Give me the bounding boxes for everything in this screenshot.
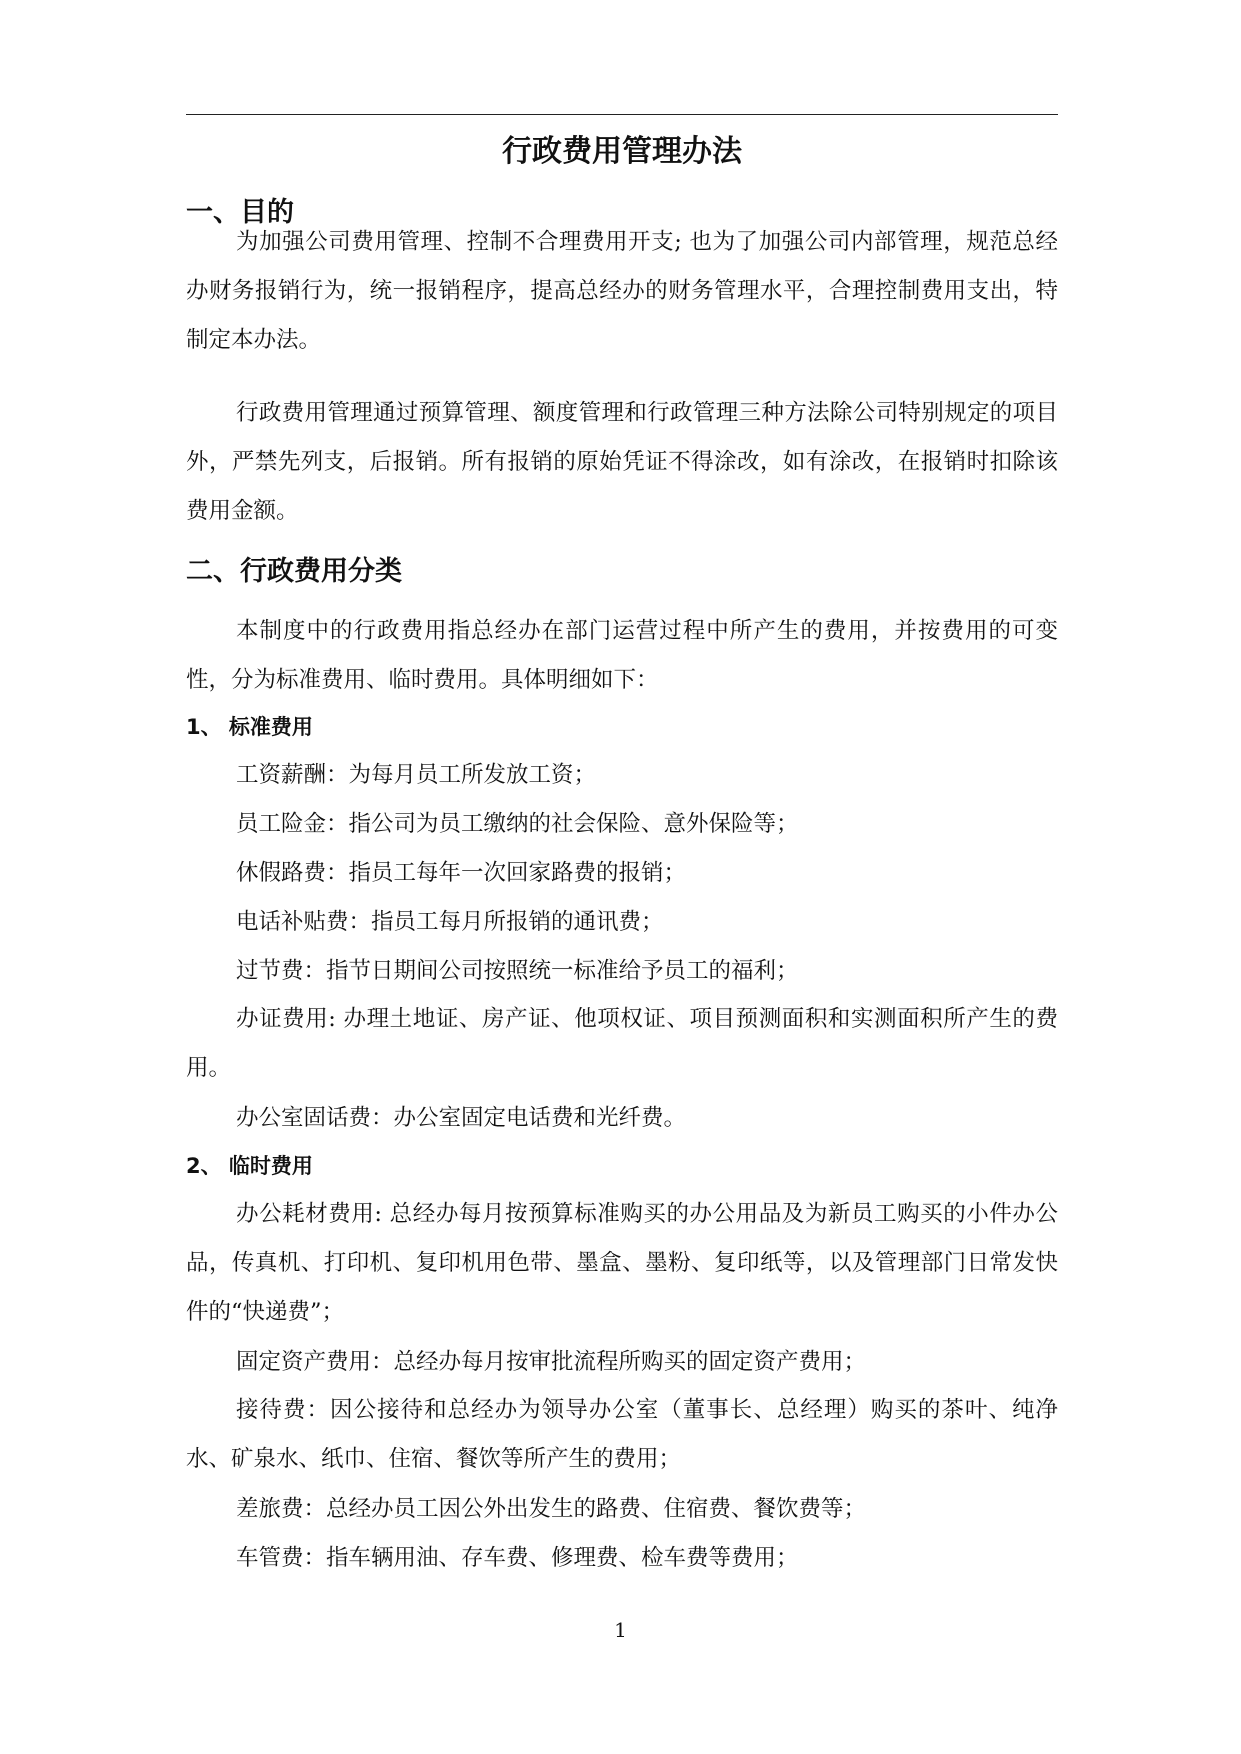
paragraph-purpose-2: 行政费用管理通过预算管理、额度管理和行政管理三种方法除公司特别规定的项目外，严禁先列支，后报销。所有报销的原始凭证不得涂改，如有涂改，在报销时扣除该费用金额。: [186, 400, 1058, 524]
list-item: 车管费：指车辆用油、存车费、修理费、检车费等费用；: [236, 1545, 799, 1571]
subsection-heading-temporary: 2、 临时费用: [186, 1154, 313, 1178]
list-item: 休假路费：指员工每年一次回家路费的报销；: [236, 860, 687, 886]
list-item: 工资薪酬：为每月员工所发放工资；: [236, 762, 597, 788]
paragraph-purpose-1: 为加强公司费用管理、控制不合理费用开支; 也为了加强公司内部管理，规范总经办财务报销行为，统一报销程序，提高总经办的财务管理水平，合理控制费用支出，特制定本办法。: [186, 229, 1058, 353]
header-rule: [186, 114, 1058, 115]
list-item: 差旅费：总经办员工因公外出发生的路费、住宿费、餐饮费等；: [236, 1496, 867, 1522]
list-item: 员工险金：指公司为员工缴纳的社会保险、意外保险等；: [236, 811, 799, 837]
page-title: 行政费用管理办法: [502, 134, 742, 169]
section-heading-categories: 二、行政费用分类: [186, 556, 402, 587]
paragraph-categories-intro: 本制度中的行政费用指总经办在部门运营过程中所产生的费用，并按费用的可变性，分为标准费用、临时费用。具体明细如下：: [186, 618, 1058, 693]
page-number: 1: [614, 1618, 627, 1642]
list-item: 电话补贴费：指员工每月所报销的通讯费；: [236, 909, 664, 935]
subsection-heading-standard: 1、 标准费用: [186, 715, 313, 739]
list-item: 办公耗材费用: 总经办每月按预算标准购买的办公用品及为新员工购买的小件办公品，传真机、打印机、复印机用色带、墨盒、墨粉、复印纸等，以及管理部门日常发快件的“快递费”；: [186, 1201, 1058, 1325]
list-item: 接待费：因公接待和总经办为领导办公室（董事长、总经理）购买的茶叶、纯净水、矿泉水、纸巾、住宿、餐饮等所产生的费用；: [186, 1397, 1058, 1472]
list-item: 办公室固话费：办公室固定电话费和光纤费。: [236, 1105, 687, 1131]
list-item: 过节费：指节日期间公司按照统一标准给予员工的福利；: [236, 958, 799, 984]
section-heading-purpose: 一、目的: [186, 197, 294, 228]
list-item: 固定资产费用：总经办每月按审批流程所购买的固定资产费用；: [236, 1349, 867, 1375]
list-item: 办证费用: 办理土地证、房产证、他项权证、项目预测面积和实测面积所产生的费用。: [186, 1006, 1058, 1081]
